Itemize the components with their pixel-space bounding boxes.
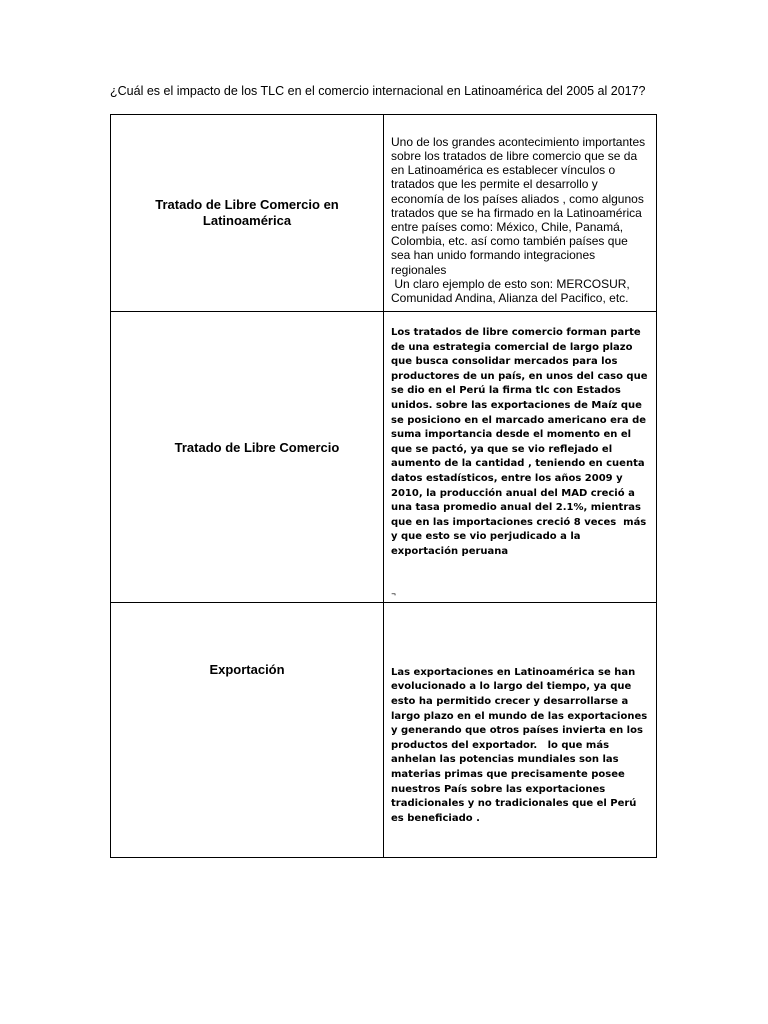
row-body-text: Uno de los grandes acontecimiento importantes sobre los tratados de libre comercio que se da en Latinoamérica es establecer vínculos o tratados que les permite el desarrollo y economía de los países aliados , como algunos tratados que se ha firmado en la Latinoamérica entre países como: México, Chile, Panamá, Colombia, etc. así como también países que sea han unido formando integraciones regionales xyxy=(391,134,646,277)
row-body-text: Las exportaciones en Latinoamérica se han evolucionado a lo largo del tiempo, ya que esto ha permitido crecer y desarrollarse a largo plazo en el mundo de las exportaciones y generando que otros países invierta en los productos del exportador. lo que más anhelan las potencias mundiales son las materias primas que precisamente posee nuestros País sobre las exportaciones tradicionales y no tradicionales que el Perú es beneficiado . xyxy=(391,666,651,824)
table-row xyxy=(111,603,657,858)
row-body-cell xyxy=(384,115,657,312)
stray-mark: ¬ xyxy=(391,590,397,598)
table-row xyxy=(111,115,657,312)
question-heading: ¿Cuál es el impacto de los TLC en el comercio internacional en Latinoamérica del 2005 al 2017? xyxy=(110,84,646,98)
content-table xyxy=(110,114,657,858)
row-title-cell xyxy=(111,312,384,603)
row-body-text: Los tratados de libre comercio forman parte de una estrategia comercial de largo plazo que busca consolidar mercados para los productores de un país, en unos del caso que se dio en el Perú la firma tlc con Estados unidos. sobre las exportaciones de Maíz que se posiciono en el marcado americano era de suma importancia desde el momento en el que se pactó, ya que se vio reflejado el aumento de la cantidad , teniendo en cuenta datos estadísticos, entre los años 2009 y 2010, la producción anual del MAD creció a una tasa promedio anual del 2.1%, mientras que en las importaciones creció 8 veces más y que esto se vio perjudicado a la exportación peruana xyxy=(391,327,651,557)
row-title: Tratado de Libre Comercio en Latinoamérica xyxy=(155,197,339,228)
row-title-cell xyxy=(111,603,384,858)
row-body-cell xyxy=(384,603,657,858)
table-row xyxy=(111,312,657,603)
row-title: Tratado de Libre Comercio xyxy=(174,440,340,456)
row-body-example: Un claro ejemplo de esto son: MERCOSUR, Comunidad Andina, Alianza del Pacifico, etc. xyxy=(391,276,634,306)
row-title: Exportación xyxy=(209,662,285,678)
row-title-cell xyxy=(111,115,384,312)
row-body-cell xyxy=(384,312,657,603)
